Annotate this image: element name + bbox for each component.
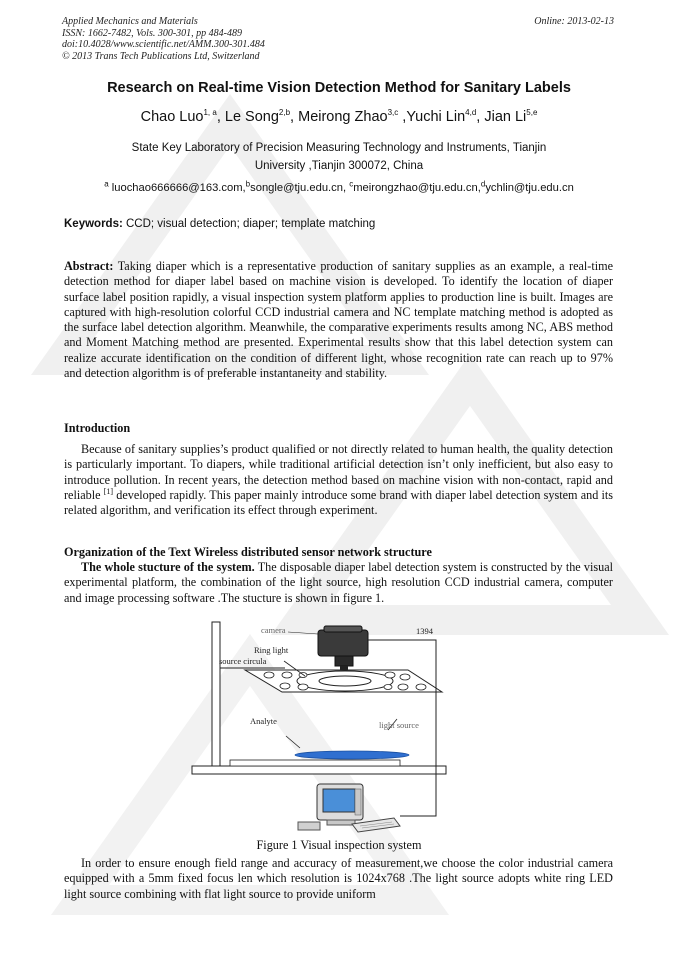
keywords-label: Keywords: — [64, 218, 123, 230]
base-stage — [230, 760, 400, 766]
author-superscript: 4,d — [465, 108, 477, 118]
label-analyte: Analyte — [250, 716, 277, 726]
journal-issn: ISSN: 1662-7482, Vols. 300-301, pp 484-489 — [62, 27, 242, 39]
citation-reference[interactable]: [1] — [103, 486, 114, 496]
email-list — [40, 179, 638, 194]
label-ring-light: Ring light — [254, 645, 289, 655]
keywords-text: CCD; visual detection; diaper; template matching — [126, 218, 376, 230]
flat-light-source — [295, 751, 409, 759]
email-superscript: b — [245, 179, 251, 189]
analyte-pointer — [286, 736, 300, 748]
online-date: Online: 2013-02-13 — [534, 16, 614, 27]
label-cable: 1394 — [416, 626, 433, 636]
author-name: Jian Li — [484, 109, 527, 125]
journal-copyright: © 2013 Trans Tech Publications Ltd, Switzerland — [62, 50, 260, 62]
final-paragraph-text: In order to ensure enough field range and accuracy of measurement,we choose the color industrial camera equipped with a 5mm fixed focus len which resolution is 1024x768 .The light source adopts white ring LED light source combining with flat light source to provide uniform — [64, 856, 613, 901]
journal-name: Applied Mechanics and Materials — [62, 16, 198, 27]
introduction-paragraph — [64, 442, 613, 518]
introduction-text: developed rapidly. This paper mainly introduce some brand with diaper label detection system and its related algorithm, and verification its effect through experiment. — [64, 487, 613, 518]
section-heading-introduction: Introduction — [64, 421, 131, 435]
author-list: Chao Luo$^{1, a}$, Le Song$^{2,b}$, Meirong Zhao$^{3,c}$ ,Yuchi Lin$^{4,d}$, Jian Li$^{5,e}$ — [140, 108, 538, 125]
affiliation — [70, 140, 608, 175]
abstract — [64, 259, 613, 381]
email-superscript: a — [104, 179, 109, 189]
label-light-source: light source — [379, 720, 419, 730]
final-paragraph — [64, 856, 613, 902]
author-superscript: 5,e — [526, 108, 538, 118]
camera-icon — [318, 626, 368, 670]
journal-doi: doi:10.4028/www.scientific.net/AMM.300-301.484 — [62, 39, 265, 50]
abstract-text: Taking diaper which is a representative production of sanitary supplies as an example, a real-time detection method for diaper label based on machine vision is developed. To identify the location of diaper surface label position rapidly, a visual inspection system platform applies to production line is built. Images are captured with high-resolution colorful CCD industrial camera and NC template matching method is adopted as the surface label detection algorithm. Meanwhile, the comparative experiments results among NC, ABS method and Moment Matching method are presented. Experimental results show that this label detection system can realize accurate identification on the condition of different light, whose recognition rate can reach up to 97% and detection algorithm is of preferable instantaneity and stability. — [64, 259, 614, 381]
paper-title: Research on Real-time Vision Detection Method for Sanitary Labels — [107, 80, 571, 96]
abstract-label: Abstract: — [64, 259, 114, 273]
computer-icon — [298, 784, 400, 832]
vertical-pole — [212, 622, 220, 766]
author-name: Chao Luo — [140, 109, 204, 125]
affiliation-line: University ,Tianjin 300072, China — [254, 159, 424, 172]
subsection-heading: The whole stucture of the system. — [81, 560, 255, 574]
label-camera: camera — [261, 625, 286, 635]
email-address: songle@tju.edu.cn, — [250, 182, 347, 194]
base-platform — [192, 766, 446, 774]
section-heading-organization: Organization of the Text Wireless distributed sensor network structure — [64, 545, 432, 559]
organization-text: The disposable diaper label detection system is constructed by the visual experimental platform, the combination of the light source, high resolution CCD industrial camera, computer and image processing software .The stucture is shown in figure 1. — [64, 560, 614, 605]
affiliation-line: State Key Laboratory of Precision Measuring Technology and Instruments, Tianjin — [131, 142, 547, 154]
figure-visual-inspection-system — [190, 618, 448, 834]
label-ring-light-2: source circula — [219, 656, 267, 666]
email-superscript: c — [349, 179, 354, 189]
introduction-text: Because of sanitary supplies’s product qualified or not directly related to human health, the quality detection is particularly important. To diapers, while traditional artificial detection isn’t only inefficient, but also easy to introduce pollution. In recent years, the detection method based on machine vision with non-contact, rapid and reliable — [64, 442, 613, 502]
author-superscript: 3,c — [387, 108, 399, 118]
camera-pointer — [288, 632, 318, 634]
ring-light-inner — [319, 676, 371, 686]
figure-caption: Figure 1 Visual inspection system — [256, 838, 422, 852]
author-superscript: 1, a — [203, 108, 217, 118]
email-superscript: d — [480, 179, 486, 189]
author-name: Yuchi Lin — [406, 109, 466, 125]
author-name: Meirong Zhao — [298, 109, 388, 125]
author-superscript: 2,b — [278, 108, 291, 118]
author-name: Le Song — [224, 109, 279, 125]
keywords — [64, 218, 624, 230]
organization-paragraph — [64, 560, 613, 606]
journal-header — [62, 16, 265, 62]
email-address: ychlin@tju.edu.cn — [485, 182, 574, 194]
email-address: meirongzhao@tju.edu.cn, — [353, 182, 481, 194]
email-address: luochao666666@163.com, — [111, 182, 246, 194]
